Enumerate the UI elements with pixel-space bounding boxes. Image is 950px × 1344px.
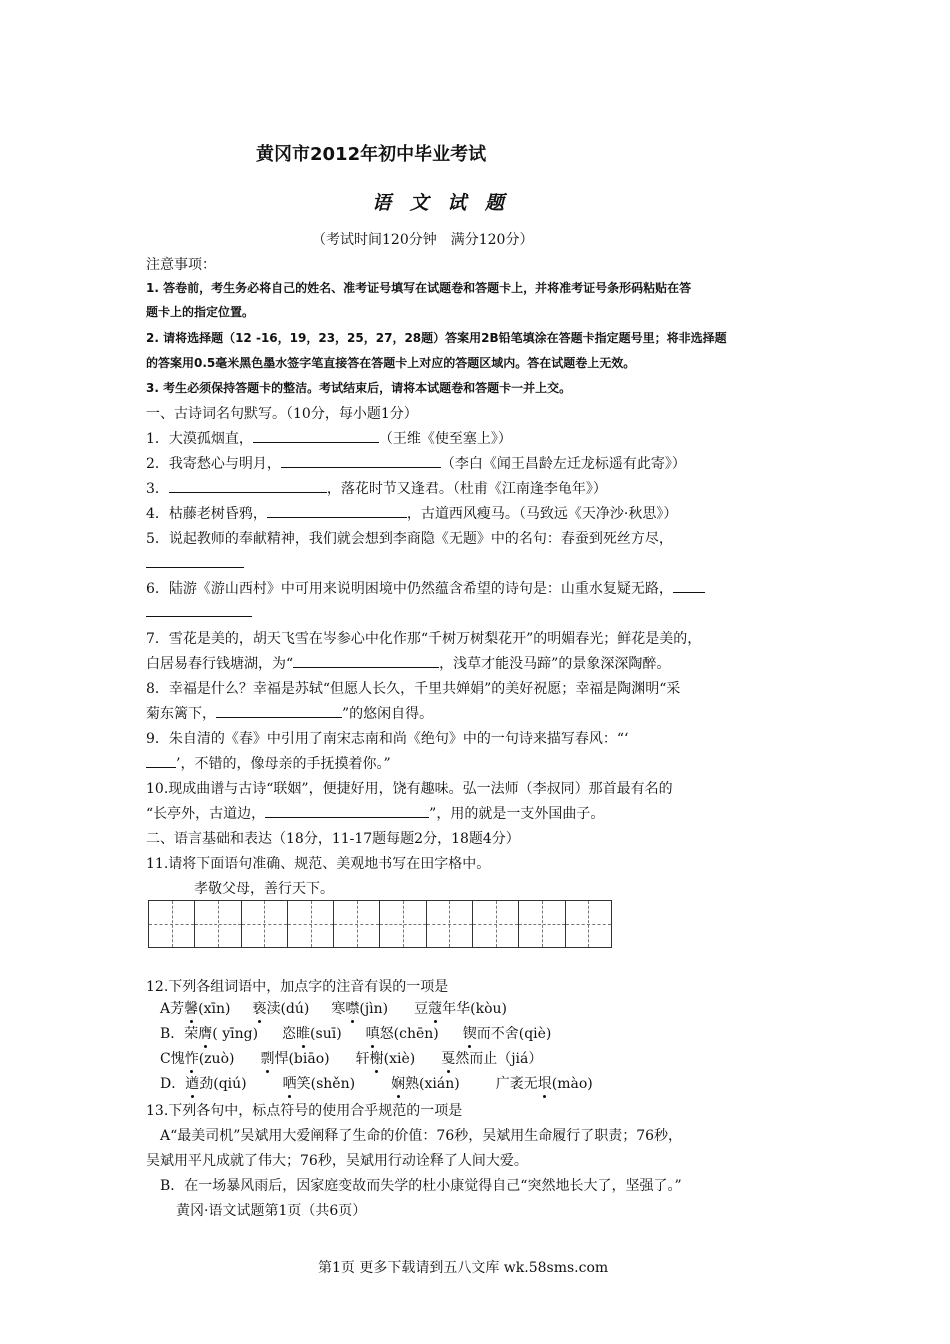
answer-blank — [293, 653, 439, 668]
answer-blank — [267, 503, 407, 518]
note-1b: 题卡上的指定位置。 — [146, 305, 255, 319]
question-6-text: 6．陆游《游山西村》中可用来说明困境中仍然蕴含希望的诗句是：山重水复疑无路， — [146, 581, 673, 597]
question-10a: 10.现成曲谱与古诗“联姻”，便捷好用，饶有趣味。弘一法师（李叔同）那首最有名的 — [146, 781, 673, 797]
note-3: 3. 考生必须保持答题卡的整洁。考试结束后，请将本试题卷和答题卡一并上交。 — [146, 381, 572, 395]
dotted-char: 睢 — [296, 1023, 310, 1043]
question-7-text-b: ，浅草才能没马蹄”的景象深深陶醉。 — [439, 656, 671, 672]
opt-text: (jìn) — [359, 1001, 389, 1017]
opt-text: 笑(shěn) — [296, 1076, 356, 1092]
page-label: 黄冈·语文试题第1页（共6页） — [176, 1203, 367, 1219]
question-9a: 9．朱自清的《春》中引用了南宋志南和尚《绝句》中的一句诗来描写春风：“‘ — [146, 731, 629, 747]
opt-text: 渎 — [266, 1001, 281, 1017]
answer-blank — [673, 578, 705, 593]
opt-text: 悍(biāo) — [274, 1051, 330, 1067]
question-2-text: 2．我寄愁心与明月， — [146, 456, 281, 472]
opt-text: 怒(chēn) — [379, 1026, 439, 1042]
opt-text: 恣 — [282, 1026, 297, 1042]
question-3 — [146, 478, 607, 498]
opt-text: 豆 — [414, 1001, 429, 1017]
opt-text: C愧 — [160, 1051, 185, 1067]
opt-text: B．荣 — [160, 1026, 199, 1042]
grid-cell — [334, 901, 380, 947]
section2-heading: 二、语言基础和表达（18分，11-17题每题2分，18题4分） — [146, 831, 520, 847]
grid-cell — [519, 901, 565, 947]
answer-line — [146, 567, 244, 568]
dotted-char: 蔻 — [428, 998, 442, 1018]
question-12: 12.下列各组词语中，加点字的注音有误的一项是 — [146, 979, 449, 995]
opt-text: (xiè) — [383, 1051, 416, 1067]
dotted-char: 馨 — [184, 998, 198, 1018]
opt-text: 寒 — [331, 1001, 346, 1017]
dotted-char: 怍 — [185, 1048, 199, 1068]
grid-cell — [427, 901, 473, 947]
opt-text: D． — [160, 1076, 186, 1092]
grid-cell — [380, 901, 426, 947]
download-footer: 第1页 更多下载请到五八文库 wk.58sms.com — [318, 1260, 609, 1276]
grid-cell — [566, 901, 611, 947]
question-10-text: “长亭外，古道边， — [146, 806, 266, 822]
grid-cell — [242, 901, 288, 947]
question-8b — [146, 703, 433, 723]
question-7b — [146, 653, 670, 673]
question-10b — [146, 803, 604, 823]
grid-cell — [195, 901, 241, 947]
question-9b — [146, 753, 391, 773]
question-11: 11.请将下面语句准确、规范、美观地书写在田字格中。 — [146, 856, 491, 872]
option-13b: B．在一场暴风雨后，因家庭变故而失学的杜小康觉得自己“突然地长大了，坚强了。” — [160, 1178, 682, 1194]
note-1a: 1. 答卷前，考生务必将自己的姓名、准考证号填写在试题卷和答题卡上，并将准考证号条形码粘贴在答 — [146, 281, 692, 295]
question-2 — [146, 453, 686, 473]
dotted-char: 嗔 — [366, 1023, 380, 1043]
question-3-num: 3． — [146, 481, 169, 497]
option-12d — [160, 1073, 593, 1093]
question-6 — [146, 578, 705, 598]
dotted-char: 娴 — [391, 1073, 405, 1093]
question-5: 5．说起教师的奉献精神，我们就会想到李商隐《无题》中的名句：春蚕到死丝方尽， — [146, 531, 673, 547]
answer-blank — [265, 803, 429, 818]
opt-text: 广袤无 — [495, 1076, 538, 1092]
dotted-char: 锲 — [463, 1023, 477, 1043]
notes-heading: 注意事项： — [146, 257, 216, 273]
note-2b: 的答案用0.5毫米黑色墨水签字笔直接答在答题卡上对应的答题区域内。答在试题卷上无效。 — [146, 356, 636, 370]
question-4-text: 4．枯藤老树昏鸦， — [146, 506, 267, 522]
question-8-text-b: ”的悠闲自得。 — [342, 706, 434, 722]
grid-cell — [149, 901, 195, 947]
question-4-text-b: ，古道西风瘦马。（马致远《天净沙·秋思》） — [406, 506, 678, 522]
page-title: 黄冈市2012年初中毕业考试 — [256, 144, 487, 165]
question-1-text: 1．大漠孤烟直， — [146, 431, 253, 447]
answer-blank — [216, 703, 342, 718]
question-13: 13.下列各句中，标点符号的使用合乎规范的一项是 — [146, 1103, 463, 1119]
opt-text: ( yīng) — [212, 1026, 259, 1042]
option-13a-line1: A“最美司机”吴斌用大爱阐释了生命的价值：76秒，吴斌用生命履行了职责；76秒， — [160, 1128, 683, 1144]
question-8a: 8．幸福是什么？幸福是苏轼“但愿人长久，千里共婵娟”的美好祝愿；幸福是陶渊明“采 — [146, 681, 681, 697]
section1-heading: 一、古诗词名句默写。（10分，每小题1分） — [146, 406, 418, 422]
answer-line — [146, 616, 252, 617]
question-3-text: ，落花时节又逢君。（杜甫《江南逢李龟年》） — [326, 481, 607, 497]
question-8-text: 菊东篱下， — [146, 706, 216, 722]
dotted-char: 垠 — [538, 1073, 552, 1093]
opt-text: (suī) — [310, 1026, 342, 1042]
dotted-char: 剽 — [260, 1048, 274, 1068]
grid-cell — [473, 901, 519, 947]
dotted-char: 戛 — [441, 1048, 455, 1068]
question-7a: 7．雪花是美的，胡天飞雪在岑参心中化作那“千树万树梨花开”的明媚春光；鲜花是美的， — [146, 631, 702, 647]
opt-text: 劲(qiú) — [199, 1076, 247, 1092]
dotted-char: 榭 — [370, 1048, 384, 1068]
opt-text: 然而止（jiá） — [455, 1051, 543, 1067]
opt-text: (mào) — [551, 1076, 593, 1092]
opt-text: (xīn) — [198, 1001, 231, 1017]
option-12a — [160, 998, 507, 1018]
dotted-char: 膺 — [198, 1023, 212, 1043]
question-9-text: ’，不错的，像母亲的手抚摸着你。” — [176, 756, 391, 772]
opt-text: 年华(kòu) — [442, 1001, 507, 1017]
question-1-source: （王维《使至塞上》） — [378, 431, 512, 447]
dotted-char: 遒 — [185, 1073, 199, 1093]
question-11-text: 孝敬父母，善行天下。 — [194, 881, 334, 897]
question-7-text: 白居易春行钱塘湖，为“ — [146, 656, 294, 672]
dotted-char: 亵 — [252, 998, 266, 1018]
dotted-char: 噤 — [345, 998, 359, 1018]
answer-blank — [281, 453, 441, 468]
option-12c — [160, 1048, 542, 1068]
opt-text: 轩 — [355, 1051, 370, 1067]
question-4 — [146, 503, 677, 523]
question-2-source: （李白《闻王昌龄左迁龙标遥有此寄》） — [440, 456, 686, 472]
opt-text: 而不舍(qiè) — [476, 1026, 552, 1042]
subject-title: 语 文 试 题 — [372, 192, 510, 214]
answer-blank — [169, 478, 327, 493]
opt-text: (zuò) — [198, 1051, 235, 1067]
answer-blank — [146, 753, 176, 768]
opt-text: 熟(xián) — [405, 1076, 460, 1092]
question-10-text-b: ”，用的就是一支外国曲子。 — [429, 806, 605, 822]
grid-cell — [288, 901, 334, 947]
option-13a-line2: 吴斌用平凡成就了伟大；76秒，吴斌用行动诠释了人间大爱。 — [146, 1153, 528, 1169]
option-12b — [160, 1023, 551, 1043]
question-1 — [146, 428, 512, 448]
dotted-char: 哂 — [283, 1073, 297, 1093]
answer-blank — [253, 428, 379, 443]
note-2a: 2. 请将选择题（12 -16，19，23，25，27，28题）答案用2B铅笔填涂在答题卡指定题号里；将非选择题 — [146, 331, 727, 345]
exam-info: （考试时间120分钟 满分120分） — [312, 232, 534, 248]
opt-text: (dú) — [280, 1001, 310, 1017]
opt-text: A芳 — [160, 1001, 185, 1017]
tianzige-grid — [148, 900, 612, 948]
